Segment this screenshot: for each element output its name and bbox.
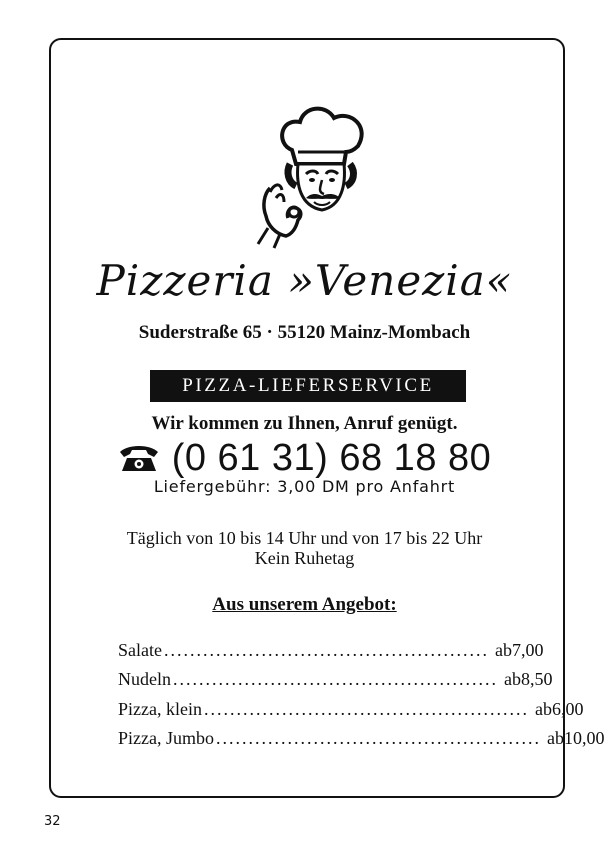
- business-name: Pizzeria »Venezia«: [96, 256, 513, 305]
- price-list: [118, 636, 605, 753]
- price-prefix: ab: [494, 640, 512, 660]
- item-price: 8,50: [521, 669, 553, 690]
- opening-hours: [0, 528, 609, 568]
- dot-leader: ..................................................: [173, 669, 498, 690]
- item-name: Nudeln: [118, 669, 171, 690]
- list-item: [118, 695, 584, 724]
- item-name: Salate: [118, 640, 162, 660]
- list-item: [118, 724, 605, 753]
- phone-number[interactable]: (0 61 31) 68 18 80: [171, 437, 492, 479]
- business-address: Suderstraße 65 · 55120 Mainz-Mombach: [138, 322, 471, 343]
- hours-line: Täglich von 10 bis 14 Uhr und von 17 bis 22 Uhr: [126, 528, 483, 548]
- chef-illustration: [246, 102, 374, 248]
- item-price: 10,00: [564, 727, 605, 748]
- closing-day-note: Kein Ruhetag: [254, 548, 355, 568]
- item-price: 7,00: [511, 640, 544, 660]
- list-item: [118, 665, 553, 694]
- list-item: [118, 636, 544, 665]
- page-number: 32: [44, 814, 61, 829]
- item-name: Pizza, klein: [118, 698, 202, 719]
- item-price: 6,00: [551, 698, 584, 719]
- telephone-icon: [118, 444, 160, 472]
- dot-leader: ..................................................: [163, 640, 489, 660]
- price-prefix: ab: [547, 727, 564, 748]
- price-prefix: ab: [534, 698, 552, 719]
- tagline: Wir kommen zu Ihnen, Anruf genügt.: [151, 413, 458, 434]
- delivery-fee: Liefergebühr: 3,00 DM pro Anfahrt: [153, 477, 456, 496]
- dot-leader: ..................................................: [216, 727, 541, 748]
- price-prefix: ab: [504, 669, 521, 690]
- offer-heading: Aus unserem Angebot:: [212, 594, 397, 615]
- dot-leader: ..................................................: [203, 698, 529, 719]
- service-banner: PIZZA-LIEFERSERVICE: [150, 370, 466, 402]
- item-name: Pizza, Jumbo: [118, 727, 214, 748]
